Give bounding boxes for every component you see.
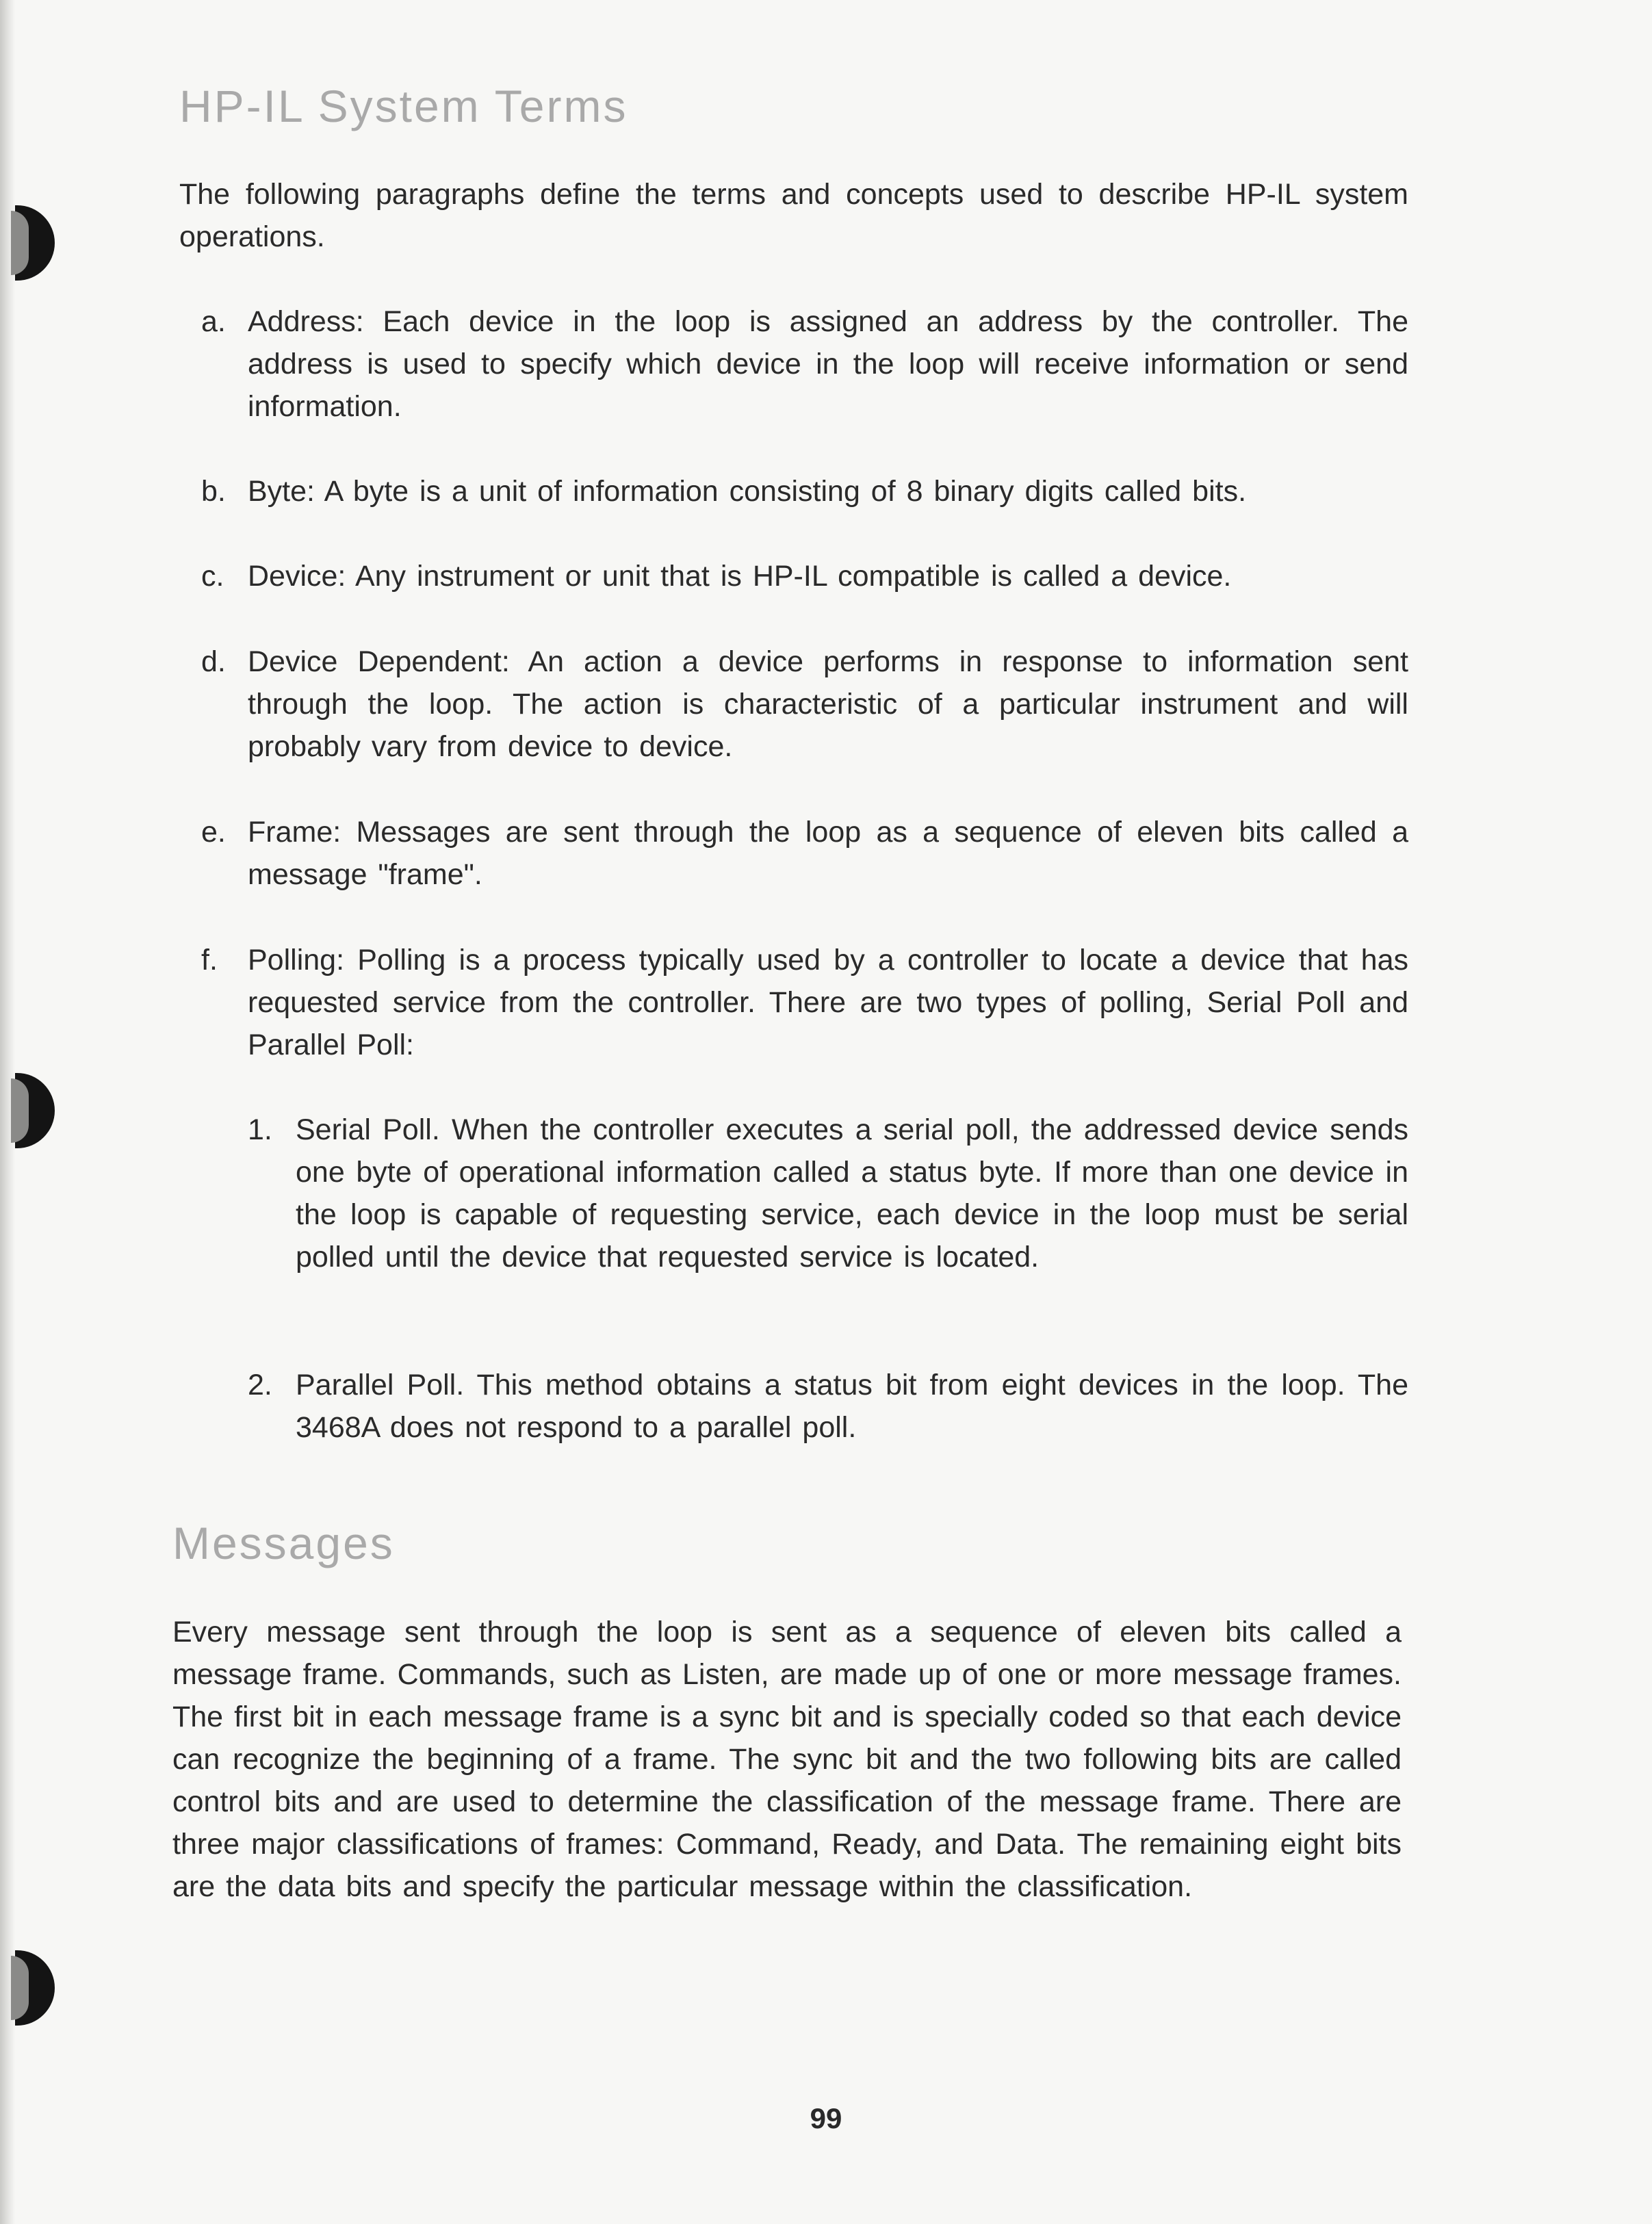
- term-text: Device Dependent: An action a device performs in response to information sent through the loop. The action is characteristic of a particular instrument and will probably vary from device to device.: [248, 645, 1408, 763]
- section-title-messages: Messages: [172, 1518, 395, 1568]
- subterm-marker: 2.: [248, 1369, 272, 1401]
- term-marker: d.: [201, 645, 226, 678]
- term-marker: f.: [201, 944, 218, 977]
- subterm-marker: 1.: [248, 1113, 272, 1146]
- term-marker: c.: [201, 560, 224, 593]
- subterm-text: Parallel Poll. This method obtains a status bit from eight devices in the loop. The 3468A does not respond to a parallel poll.: [296, 1369, 1408, 1444]
- page-number: 99: [810, 2102, 842, 2134]
- intro-paragraph: The following paragraphs define the terms and concepts used to describe HP-IL system operations.: [179, 178, 1408, 253]
- term-marker: b.: [201, 475, 226, 508]
- messages-paragraph: Every message sent through the loop is sent as a sequence of eleven bits called a message frame. Commands, such as Listen, are made up of one or more message frames. The first bit in each message frame is a sync bit and is specially coded so that each device can recognize the beginning of a frame. The sync bit and the two following bits are called control bits and are used to determine the classification of the message frame. There are three major classifications of frames: Command, Ready, and Data. The remaining eight bits are the data bits and specify the particular message within the classification.: [172, 1616, 1402, 1903]
- section-title-system-terms: HP-IL System Terms: [179, 81, 628, 131]
- term-text: Device: Any instrument or unit that is HP-IL compatible is called a device.: [248, 560, 1232, 593]
- term-text: Address: Each device in the loop is assigned an address by the controller. The address is used to specify which device in the loop will receive information or send information.: [248, 305, 1408, 423]
- term-text: Polling: Polling is a process typically used by a controller to locate a device that has requested service from the controller. There are two types of polling, Serial Poll and Parallel Poll:: [248, 944, 1408, 1061]
- subterm-text: Serial Poll. When the controller executes a serial poll, the addressed device sends one byte of operational information called a status byte. If more than one device in the loop is capable of requesting service, each device in the loop must be serial polled until the device that requested service is located.: [296, 1113, 1408, 1273]
- term-text: Byte: A byte is a unit of information consisting of 8 binary digits called bits.: [248, 475, 1247, 508]
- term-marker: a.: [201, 305, 226, 338]
- term-text: Frame: Messages are sent through the loop as a sequence of eleven bits called a message "frame".: [248, 816, 1408, 891]
- term-marker: e.: [201, 816, 226, 849]
